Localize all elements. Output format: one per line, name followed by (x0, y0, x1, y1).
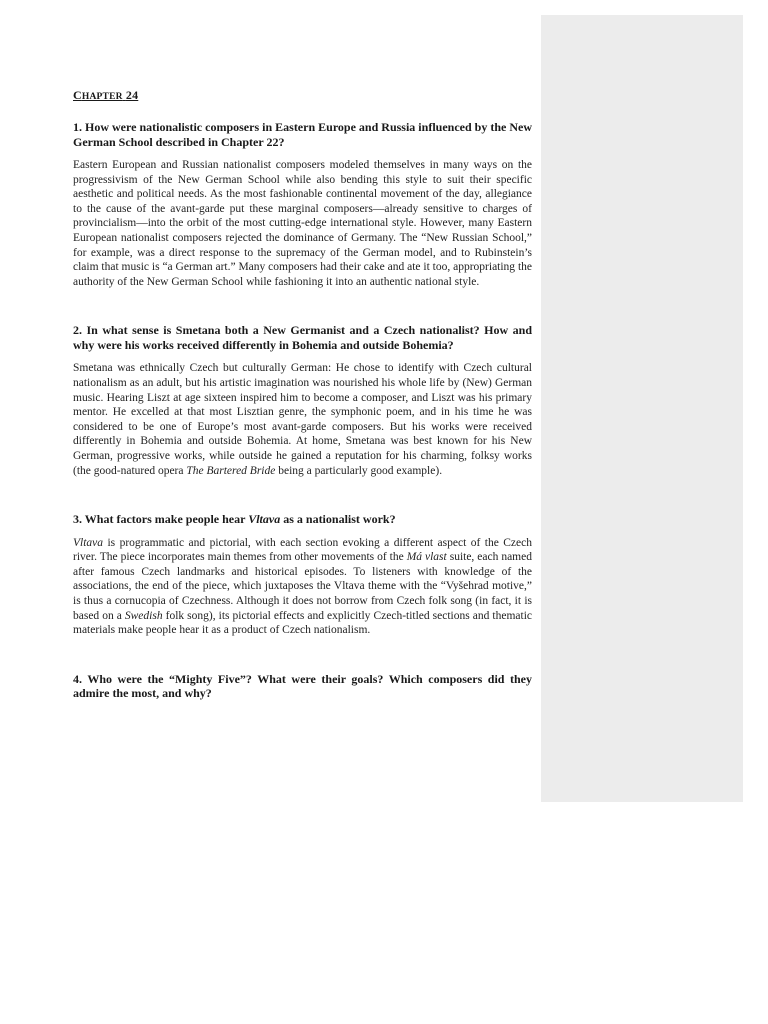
answer-3-swedish: Swedish (124, 609, 163, 622)
answer-3-text-a: is programmatic and pictorial, with each section evoking a different aspect of the Czech river. The piece incorporates main themes from other movements of the (73, 536, 532, 564)
chapter-heading (73, 88, 532, 105)
chapter-heading-rest: HAPTER (81, 92, 123, 102)
answer-2-opera-title: The Bartered Bride (186, 464, 276, 477)
question-1: 1. How were nationalistic composers in Eastern Europe and Russia influenced by the New German School described in Chapter 22? (73, 120, 532, 149)
comment-margin-panel (541, 15, 743, 802)
question-4: 4. Who were the “Mighty Five”? What were their goals? Which composers did they admire the most, and why? (73, 671, 532, 701)
answer-2 (73, 361, 532, 478)
answer-3-work-title: Vltava (73, 536, 104, 549)
question-3 (73, 512, 532, 527)
answer-2-text-b: being a particularly good example). (275, 464, 443, 477)
question-3-text-b: as a nationalist work? (280, 512, 396, 527)
answer-1: Eastern European and Russian nationalist composers modeled themselves in many ways on the progressivism of the New German School while also bending this style to suit their specific aesthetic and political needs. As the most fashionable continental movement of the day, allegiance to the cause of the avant-garde put these marginal composers—already sensitive to charges of provincialism—into the orbit of the most cutting-edge international style. However, many Eastern European nationalist composers rejected the dominance of Germany. The “New Russian School,” for example, was a direct response to the supremacy of the German model, and to Rubinstein’s claim that music is “a German art.” Many composers had their cake and ate it too, appropriating the authority of the New German School while fashioning it into an authentic national style. (73, 159, 532, 288)
document-body (73, 88, 532, 710)
question-2: 2. In what sense is Smetana both a New Germanist and a Czech nationalist? How and why were his works received differently in Bohemia and outside Bohemia? (73, 323, 532, 352)
answer-3 (73, 536, 532, 638)
question-3-work-title: Vltava (248, 512, 281, 527)
answer-3-text-b: suite, each named after famous Czech landmarks and historical episodes. To listeners with knowledge of the associations, the end of the piece, which juxtaposes the Vltava theme with the “Vyšehrad motive,” is thus a cornucopia of Czechness. Although it does not borrow from Czech folk song (in fact, it is based on a (73, 551, 532, 622)
answer-2-text-a: Smetana was ethnically Czech but culturally German: He chose to identify with Czech cultural nationalism as an adult, but his artistic imagination was nourished his whole life by (New) German music. Hearing Liszt at age sixteen inspired him to become a composer, and Liszt was his primary mentor. He excelled at that most Lisztian genre, the symphonic poem, and in his time he was considered to be one of Europe’s most avant-garde composers. But his works were received differently in Bohemia and outside Bohemia. At home, Smetana was best known for his New German, progressive works, while outside he gained a reputation for his charming, folksy works (the good-natured opera (73, 362, 532, 477)
chapter-number: 24 (125, 88, 139, 102)
question-3-text-a: 3. What factors make people hear (73, 512, 249, 527)
chapter-heading-initial: C (73, 88, 82, 102)
answer-3-suite-title: Má vlast (406, 551, 447, 564)
answer-3-text-c: folk song), its pictorial effects and explicitly Czech-titled sections and thematic materials make people hear it as a product of Czech nationalism. (73, 609, 532, 637)
